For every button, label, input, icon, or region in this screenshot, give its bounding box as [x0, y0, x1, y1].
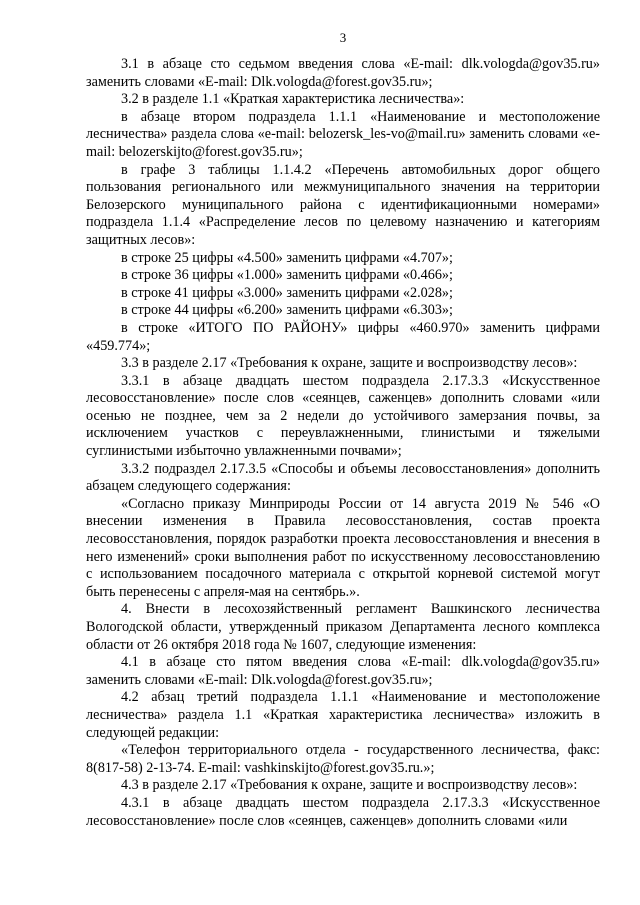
page-number: 3	[339, 30, 347, 45]
paragraph-row-41: в строке 41 цифры «3.000» заменить цифрами «2.028»;	[121, 284, 453, 301]
paragraph-3-3: 3.3 в разделе 2.17 «Требования к охране, защите и воспроизводству лесов»:	[121, 355, 578, 372]
paragraph-4-2: 4.2 абзац третий подраздела 1.1.1 «Наименование и местоположение лесничества» раздела 1.1 «Краткая характеристика лесничества» изложить в следующей редакции:	[86, 689, 600, 741]
paragraph-3-1: 3.1 в абзаце сто седьмом введения слова «E-mail: dlk.vologda@gov35.ru» заменить словами «E-mail: Dlk.vologda@forest.gov35.ru»;	[86, 56, 600, 90]
paragraph-3-2-email: в абзаце втором подраздела 1.1.1 «Наименование и местоположение лесничества» раздела слова «e-mail: belozersk_les-vo@mail.ru» заменить словами «e-mail: belozerskijto@forest.gov35.ru»;	[86, 108, 600, 160]
paragraph-row-total: в строке «ИТОГО ПО РАЙОНУ» цифры «460.970» заменить цифрами «459.774»;	[86, 319, 600, 354]
paragraph-row-44: в строке 44 цифры «6.200» заменить цифрами «6.303»;	[121, 302, 453, 319]
paragraph-quote-order: «Согласно приказу Минприроды России от 14 августа 2019 № 546 «О внесении изменения в Правила лесовосстановления, состав проекта лесовосстановления, порядок разработки проекта лесовосстановления и внесения в него изменений» сроки выполнения работ по искусственному лесовосстановлению с использованием посадочного материала с открытой корневой системой могут быть перенесены с апреля-мая на сентябрь.».	[86, 495, 600, 600]
paragraph-4: 4. Внести в лесохозяйственный регламент Вашкинского лесничества Вологодской области, утвержденный приказом Департамента лесного комплекса области от 26 октября 2018 года № 1607, следующие изменения:	[86, 601, 600, 653]
paragraph-3-2-table: в графе 3 таблицы 1.1.4.2 «Перечень автомобильных дорог общего пользования регионального или межмуниципального значения на территории Белозерского муниципального района с идентификационными номерами» подраздела 1.1.4 «Распределение лесов по целевому назначению и категориям защитных лесов»:	[86, 161, 600, 248]
paragraph-row-25: в строке 25 цифры «4.500» заменить цифрами «4.707»;	[121, 249, 453, 266]
paragraph-4-3: 4.3 в разделе 2.17 «Требования к охране, защите и воспроизводству лесов»:	[121, 777, 578, 794]
paragraph-4-2-quote: «Телефон территориального отдела - государственного лесничества, факс: 8(817-58) 2-13-74. E-mail: vashkinskijto@forest.gov35.ru.»;	[86, 742, 600, 776]
paragraph-3-3-2: 3.3.2 подраздел 2.17.3.5 «Способы и объемы лесовосстановления» дополнить абзацем следующего содержания:	[86, 460, 600, 495]
paragraph-3-3-1: 3.3.1 в абзаце двадцать шестом подраздела 2.17.3.3 «Искусственное лесовосстановление» после слов «сеянцев, саженцев» дополнить словами «или осенью не позднее, чем за 2 недели до устойчивого замерзания почвы, за исключением участков с переувлажненными, глинистыми и тяжелыми суглинистыми избыточно увлажненными почвами»;	[86, 372, 600, 460]
paragraph-row-36: в строке 36 цифры «1.000» заменить цифрами «0.466»;	[121, 267, 453, 284]
paragraph-4-1: 4.1 в абзаце сто пятом введения слова «E-mail: dlk.vologda@gov35.ru» заменить словами «E-mail: Dlk.vologda@forest.gov35.ru»;	[86, 654, 600, 688]
paragraph-3-2: 3.2 в разделе 1.1 «Краткая характеристика лесничества»:	[121, 91, 465, 108]
paragraph-4-3-1: 4.3.1 в абзаце двадцать шестом подраздела 2.17.3.3 «Искусственное лесовосстановление» после слов «сеянцев, саженцев» дополнить словами «или	[86, 794, 600, 829]
